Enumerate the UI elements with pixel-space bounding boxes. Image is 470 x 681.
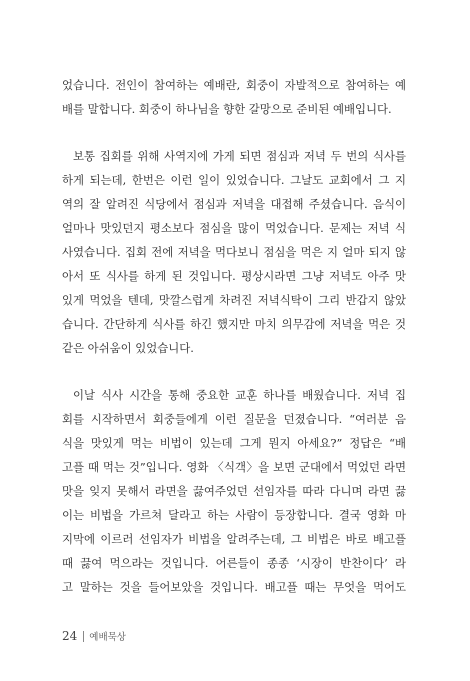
text-line: 하게 되는데, 한번은 이런 일이 있었습니다. 그날도 교회에서 그 지 (62, 173, 406, 187)
text-line: 식을 맛있게 먹는 비법이 있는데 그게 뭔지 아세요?” 정답은 “배 (62, 436, 406, 450)
text-line: 고 말하는 것을 들어보았을 것입니다. 배고플 때는 무엇을 먹어도 (62, 580, 406, 594)
text-line: 습니다. 간단하게 식사를 하긴 했지만 마치 의무감에 저녁을 먹은 것 (62, 317, 406, 331)
text-line: 고플 때 먹는 것”입니다. 영화 〈식객〉을 보면 군대에서 먹었던 라면 (62, 460, 406, 474)
text-line: 때 끓여 먹으라는 것입니다. 어른들이 종종 ‘시장이 반찬이다’ 라 (62, 556, 406, 570)
text-line: 이는 비법을 가르쳐 달라고 하는 사람이 등장합니다. 결국 영화 마 (62, 508, 406, 522)
text-line: 얼마나 맛있던지 평소보다 점심을 많이 먹었습니다. 문제는 저녁 식 (62, 221, 406, 235)
text-line: 회를 시작하면서 회중들에게 이런 질문을 던졌습니다. “여러분 음 (62, 412, 406, 426)
page-number: 24 (62, 629, 78, 643)
text-line: 아서 또 식사를 하게 된 것입니다. 평상시라면 그냥 저녁도 아주 맛 (62, 269, 406, 283)
page-footer (62, 628, 126, 644)
text-line: 사였습니다. 집회 전에 저녁을 먹다보니 점심을 먹은 지 얼마 되지 않 (62, 245, 406, 259)
text-line: 지막에 이르러 선임자가 비법을 알려주는데, 그 비법은 바로 배고플 (62, 532, 406, 546)
text-line: 이날 식사 시간을 통해 중요한 교훈 하나를 배웠습니다. 저녁 집 (73, 388, 406, 402)
text-line: 보통 집회를 위해 사역지에 가게 되면 점심과 저녁 두 번의 식사를 (73, 149, 406, 163)
text-line: 있게 먹었을 텐데, 맛깔스럽게 차려진 저녁식탁이 그리 반갑지 않았 (62, 293, 406, 307)
text-line: 배를 말합니다. 회중이 하나님을 향한 갈망으로 준비된 예배입니다. (62, 102, 392, 116)
text-line: 맛을 잊지 못해서 라면을 끓여주었던 선임자를 따라 다니며 라면 끓 (62, 484, 406, 498)
section-title: 예배묵상 (89, 632, 126, 643)
text-line: 었습니다. 전인이 참여하는 예배란, 회중이 자발적으로 참여하는 예 (62, 78, 406, 92)
text-line: 같은 아쉬움이 있었습니다. (62, 341, 194, 355)
text-line: 역의 잘 알려진 식당에서 점심과 저녁을 대접해 주셨습니다. 음식이 (62, 197, 406, 211)
footer-divider (83, 631, 84, 642)
